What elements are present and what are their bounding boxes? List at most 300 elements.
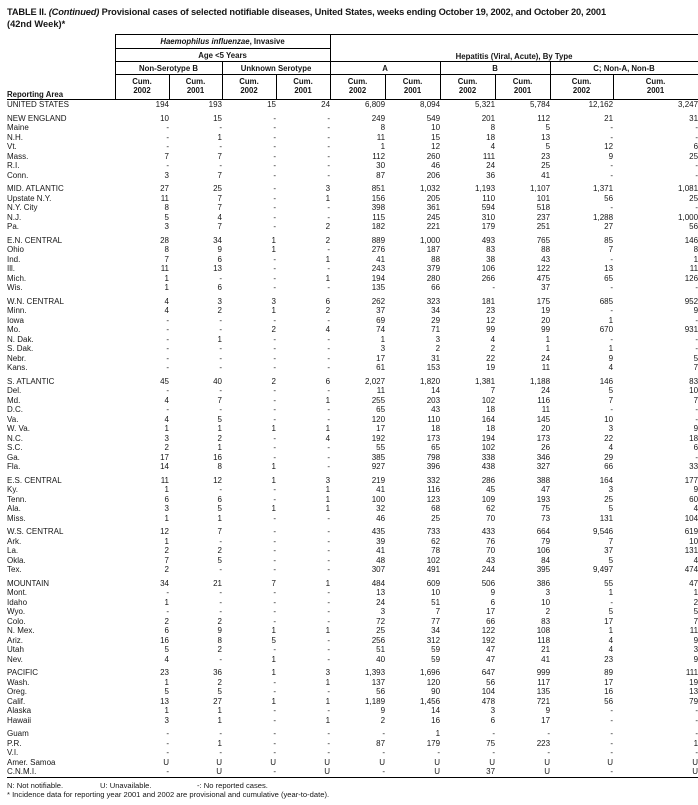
value-cell: 276	[371, 245, 386, 254]
value-cell: 65	[431, 443, 441, 452]
value-cell: 11	[376, 386, 386, 395]
cum-year-header: Cum. 2001	[613, 75, 698, 100]
value-cell: 7	[217, 193, 222, 203]
value-cell: -	[327, 283, 331, 292]
value-cell: 36	[486, 170, 496, 180]
value-cell: 3	[545, 588, 551, 597]
value-cell: 1	[325, 626, 331, 635]
reporting-area-cell: Kans.	[7, 363, 28, 372]
reporting-area-cell: Iowa	[7, 315, 24, 325]
value-cell: -	[273, 729, 276, 738]
value-cell: 3	[164, 170, 169, 180]
value-cell: 1,696	[420, 668, 441, 677]
value-cell: 18	[689, 433, 698, 443]
value-cell: -	[610, 767, 614, 776]
table-row	[7, 504, 698, 514]
value-cell: 17	[376, 353, 386, 363]
value-cell: 927	[371, 462, 386, 471]
value-cell: 3	[164, 504, 169, 513]
value-cell: 3	[380, 344, 386, 353]
value-cell: 2	[380, 715, 386, 725]
cum-year-header: Cum. 2001	[495, 75, 550, 100]
value-cell: 9	[608, 151, 614, 161]
value-cell: 201	[481, 113, 496, 123]
value-cell: 76	[486, 536, 496, 546]
value-cell: 9	[490, 588, 496, 597]
value-cell: -	[273, 527, 276, 536]
value-cell: 223	[536, 738, 551, 748]
value-cell: 24	[486, 161, 496, 170]
value-cell: 619	[684, 527, 698, 536]
value-cell: 952	[684, 296, 698, 306]
reporting-area-cell: S. Dak.	[7, 344, 34, 353]
value-cell: 56	[604, 193, 614, 203]
table-row	[7, 184, 698, 194]
value-cell: 8	[164, 203, 169, 212]
value-cell: 249	[371, 113, 386, 123]
value-cell: -	[610, 738, 614, 748]
value-cell: 6	[693, 142, 698, 151]
value-cell: -	[327, 334, 331, 344]
value-cell: 2	[490, 344, 496, 353]
value-cell: 19	[486, 363, 496, 372]
value-cell: -	[166, 729, 169, 738]
value-cell: 16	[213, 452, 222, 462]
reporting-area-cell: Mich.	[7, 273, 27, 283]
value-cell: 179	[481, 222, 496, 231]
value-cell: 108	[536, 626, 551, 635]
value-cell: 62	[431, 536, 441, 546]
value-cell: 8	[164, 245, 169, 254]
value-cell: 327	[536, 462, 551, 471]
value-cell: -	[273, 222, 276, 231]
value-cell: 12	[431, 142, 441, 151]
reporting-area-cell: Ga.	[7, 452, 20, 462]
value-cell: -	[327, 565, 331, 574]
age-under-5-header: Age <5 Years	[115, 49, 330, 62]
value-cell: 1,393	[365, 668, 386, 677]
value-cell: 262	[371, 296, 386, 306]
value-cell: 1	[435, 729, 441, 738]
value-cell: 7	[490, 386, 496, 395]
value-cell: 7	[608, 536, 614, 546]
non-serotype-b-header: Non-Serotype B	[115, 62, 222, 75]
reporting-area-cell: Fla.	[7, 462, 21, 471]
value-cell: 116	[537, 395, 551, 405]
table-row	[7, 306, 698, 316]
value-cell: -	[327, 113, 331, 123]
value-cell: 2	[271, 376, 276, 386]
value-cell: -	[273, 597, 276, 607]
value-cell: 66	[486, 616, 496, 626]
value-cell: 104	[684, 513, 698, 523]
value-cell: 9	[380, 706, 386, 715]
value-cell: 7	[435, 607, 441, 616]
value-cell: 9,497	[593, 565, 614, 574]
value-cell: 6	[325, 296, 331, 306]
value-cell: -	[327, 170, 331, 180]
value-cell: -	[273, 706, 276, 715]
value-cell: -	[273, 607, 276, 616]
value-cell: -	[273, 452, 276, 462]
value-cell: 15	[213, 113, 222, 123]
value-cell: 48	[376, 555, 386, 565]
value-cell: U	[434, 757, 441, 767]
value-cell: 1	[325, 677, 331, 687]
value-cell: 17	[486, 607, 496, 616]
value-cell: 647	[481, 668, 496, 677]
value-cell: U	[379, 757, 386, 767]
value-cell: 1	[217, 738, 222, 748]
value-cell: 145	[536, 414, 551, 424]
value-cell: 1,107	[530, 184, 551, 193]
value-cell: 14	[160, 462, 169, 471]
value-cell: 164	[599, 475, 614, 485]
value-cell: 1	[608, 315, 614, 325]
value-cell: 205	[426, 193, 441, 203]
value-cell: 1	[325, 715, 331, 725]
value-cell: 2	[164, 565, 169, 574]
value-cell: -	[610, 334, 614, 344]
table-row	[7, 716, 698, 726]
footnote-no-cases: -: No reported cases.	[197, 780, 268, 790]
value-cell: 1	[380, 142, 386, 151]
value-cell: 475	[536, 273, 551, 283]
value-cell: -	[273, 170, 276, 180]
value-cell: 386	[536, 578, 551, 588]
value-cell: 9,546	[593, 527, 614, 536]
value-cell: 41	[376, 254, 386, 264]
value-cell: 7	[608, 395, 614, 405]
value-cell: 5	[164, 645, 169, 654]
reporting-area-cell: Calif.	[7, 696, 26, 706]
table-row	[7, 264, 698, 274]
reporting-area-cell: Ohio	[7, 245, 24, 254]
value-cell: 193	[536, 494, 551, 504]
table-row	[7, 335, 698, 345]
value-cell: 3	[608, 424, 614, 433]
table-row	[7, 245, 698, 255]
value-cell: 47	[689, 578, 698, 588]
value-cell: -	[166, 325, 169, 334]
value-cell: 5,321	[475, 100, 496, 109]
value-cell: -	[327, 462, 331, 471]
value-cell: 1	[325, 193, 331, 203]
value-cell: U	[692, 757, 698, 767]
value-cell: -	[327, 414, 331, 424]
value-cell: 3	[325, 668, 331, 677]
value-cell: -	[273, 161, 276, 170]
cum-year-header: Cum. 2002	[550, 75, 613, 100]
table-row	[7, 668, 698, 678]
value-cell: 33	[689, 462, 698, 471]
value-cell: 25	[376, 626, 386, 635]
value-cell: 518	[536, 203, 551, 212]
table-row	[7, 161, 698, 171]
value-cell: 438	[481, 462, 496, 471]
value-cell: 23	[604, 654, 614, 664]
value-cell: 10	[160, 113, 169, 123]
value-cell: -	[327, 654, 331, 664]
value-cell: -	[327, 588, 331, 597]
value-cell: 11	[541, 363, 551, 372]
value-cell: 102	[481, 395, 496, 405]
value-cell: 4	[608, 443, 614, 452]
value-cell: 34	[431, 626, 441, 635]
value-cell: -	[382, 767, 386, 776]
value-cell: -	[166, 123, 169, 132]
value-cell: 8	[380, 123, 386, 132]
value-cell: 8	[490, 123, 496, 132]
value-cell: 194	[481, 433, 496, 443]
value-cell: 385	[371, 452, 386, 462]
value-cell: 47	[486, 654, 496, 664]
value-cell: 6	[164, 626, 169, 635]
unknown-serotype-header: Unknown Serotype	[222, 62, 330, 75]
value-cell: 25	[213, 184, 222, 193]
value-cell: 25	[689, 193, 698, 203]
value-cell: -	[219, 565, 222, 574]
table-title-week: (42nd Week)*	[7, 18, 66, 29]
value-cell: 131	[599, 513, 614, 523]
value-cell: 3	[164, 222, 169, 231]
table-row	[7, 405, 698, 415]
value-cell: 685	[599, 296, 614, 306]
value-cell: 1	[271, 235, 276, 245]
value-cell: 51	[376, 645, 386, 654]
value-cell: 18	[486, 132, 496, 142]
value-cell: 3	[693, 645, 698, 654]
value-cell: -	[382, 729, 386, 738]
table-row	[7, 579, 698, 589]
value-cell: 43	[541, 254, 551, 264]
value-cell: 47	[541, 485, 551, 494]
reporting-area-cell: Alaska	[7, 706, 32, 715]
value-cell: -	[219, 315, 222, 325]
value-cell: -	[219, 405, 222, 414]
hepatitis-b-header: B	[440, 62, 550, 75]
value-cell: 137	[371, 677, 386, 687]
value-cell: -	[273, 738, 276, 748]
value-cell: -	[327, 452, 331, 462]
value-cell: 179	[426, 738, 441, 748]
value-cell: 41	[376, 546, 386, 555]
value-cell: -	[327, 161, 331, 170]
value-cell: 478	[481, 696, 496, 706]
value-cell: -	[610, 170, 614, 180]
value-cell: 6	[217, 283, 222, 292]
value-cell: -	[166, 767, 169, 776]
value-cell: 59	[431, 654, 441, 664]
value-cell: 29	[604, 452, 614, 462]
value-cell: -	[273, 677, 276, 687]
value-cell: 1	[217, 715, 222, 725]
value-cell: -	[273, 113, 276, 123]
value-cell: -	[166, 132, 169, 142]
value-cell: -	[327, 132, 331, 142]
value-cell: 106	[536, 546, 551, 555]
value-cell: -	[610, 203, 614, 212]
value-cell: 101	[536, 193, 551, 203]
table-row	[7, 748, 698, 758]
value-cell: 8	[693, 245, 698, 254]
table-row	[7, 453, 698, 463]
value-cell: 379	[426, 264, 441, 273]
value-cell: U	[434, 767, 441, 776]
value-cell: 122	[536, 264, 551, 273]
value-cell: 5	[693, 353, 698, 363]
table-row	[7, 363, 698, 373]
value-cell: -	[610, 597, 614, 607]
value-cell: 30	[376, 161, 386, 170]
value-cell: -	[437, 748, 441, 757]
value-cell: 4	[164, 414, 169, 424]
value-cell: 23	[486, 306, 496, 315]
value-cell: 24	[376, 597, 386, 607]
value-cell: 46	[431, 161, 441, 170]
value-cell: -	[492, 748, 496, 757]
value-cell: -	[273, 715, 276, 725]
value-cell: 65	[604, 273, 614, 283]
value-cell: 115	[372, 212, 386, 222]
value-cell: 3	[435, 334, 441, 344]
value-cell: -	[492, 283, 496, 292]
value-cell: 41	[541, 654, 551, 664]
reporting-area-cell: Maine	[7, 123, 29, 132]
reporting-area-cell: Miss.	[7, 513, 26, 523]
value-cell: 931	[684, 325, 698, 334]
value-cell: 5	[164, 212, 169, 222]
value-cell: -	[610, 405, 614, 414]
value-cell: 34	[213, 235, 222, 245]
value-cell: 122	[481, 626, 496, 635]
value-cell: 193	[208, 100, 222, 109]
value-cell: 99	[541, 325, 551, 334]
reporting-area-cell: W. Va.	[7, 424, 30, 433]
value-cell: 4	[164, 306, 169, 315]
value-cell: 286	[481, 475, 496, 485]
value-cell: -	[273, 555, 276, 565]
value-cell: 3	[380, 607, 386, 616]
value-cell: -	[327, 645, 331, 654]
value-cell: 20	[541, 424, 551, 433]
reporting-area-cell: Colo.	[7, 616, 26, 626]
value-cell: 24	[541, 353, 551, 363]
value-cell: -	[219, 485, 222, 494]
value-cell: -	[166, 607, 169, 616]
value-cell: 5	[693, 607, 698, 616]
value-cell: -	[327, 245, 331, 254]
value-cell: 1	[693, 588, 698, 597]
footnote-legend	[7, 781, 698, 790]
value-cell: 6	[325, 376, 331, 386]
value-cell: 45	[486, 485, 496, 494]
value-cell: -	[273, 123, 276, 132]
table-row	[7, 114, 698, 124]
value-cell: 2	[325, 306, 331, 315]
value-cell: 25	[689, 151, 698, 161]
value-cell: 111	[482, 151, 496, 161]
value-cell: -	[327, 443, 331, 452]
table-row	[7, 758, 698, 768]
value-cell: U	[324, 767, 331, 776]
value-cell: -	[273, 315, 276, 325]
value-cell: 1	[164, 677, 169, 687]
value-cell: 15	[431, 132, 441, 142]
value-cell: -	[273, 536, 276, 546]
value-cell: -	[166, 334, 169, 344]
value-cell: -	[695, 132, 698, 142]
value-cell: -	[327, 353, 331, 363]
table-row	[7, 171, 698, 181]
value-cell: -	[695, 344, 698, 353]
value-cell: 85	[604, 235, 614, 245]
value-cell: 72	[376, 616, 386, 626]
value-cell: 1	[325, 494, 331, 504]
value-cell: 1	[271, 504, 276, 513]
value-cell: 280	[426, 273, 441, 283]
value-cell: -	[166, 405, 169, 414]
value-cell: 1,000	[678, 212, 698, 222]
hib-group-header	[115, 35, 330, 49]
value-cell: -	[273, 363, 276, 372]
reporting-area-cell: Minn.	[7, 306, 27, 315]
value-cell: 3	[164, 715, 169, 725]
value-cell: -	[327, 536, 331, 546]
value-cell: 1,081	[678, 184, 698, 193]
value-cell: 4	[608, 635, 614, 645]
value-cell: 388	[536, 475, 551, 485]
value-cell: 34	[160, 578, 169, 588]
value-cell: 3	[164, 433, 169, 443]
value-cell: 474	[684, 565, 698, 574]
value-cell: 13	[160, 696, 169, 706]
value-cell: -	[610, 706, 614, 715]
value-cell: 32	[376, 504, 386, 513]
value-cell: 4	[217, 212, 222, 222]
reporting-area-cell: Ark.	[7, 536, 22, 546]
value-cell: 1,032	[420, 184, 441, 193]
value-cell: 6	[693, 443, 698, 452]
value-cell: 1	[271, 306, 276, 315]
value-cell: 4	[164, 654, 169, 664]
value-cell: 398	[371, 203, 386, 212]
value-cell: 435	[371, 527, 386, 536]
value-cell: 1	[271, 668, 276, 677]
value-cell: 181	[481, 296, 496, 306]
value-cell: 3,247	[678, 100, 698, 109]
value-cell: -	[273, 645, 276, 654]
value-cell: 106	[481, 264, 496, 273]
value-cell: 5	[164, 687, 169, 696]
value-cell: -	[273, 687, 276, 696]
value-cell: 12	[213, 475, 222, 485]
value-cell: 1	[693, 254, 698, 264]
value-cell: -	[273, 414, 276, 424]
value-cell: 13	[541, 132, 551, 142]
value-cell: 29	[431, 315, 441, 325]
value-cell: 27	[160, 184, 169, 193]
value-cell: 2	[325, 235, 331, 245]
reporting-area-cell: Ill.	[7, 264, 15, 273]
value-cell: -	[327, 616, 331, 626]
value-cell: -	[327, 546, 331, 555]
value-cell: 26	[541, 443, 551, 452]
value-cell: -	[219, 325, 222, 334]
value-cell: 999	[536, 668, 551, 677]
value-cell: 307	[371, 565, 386, 574]
table-row	[7, 283, 698, 293]
